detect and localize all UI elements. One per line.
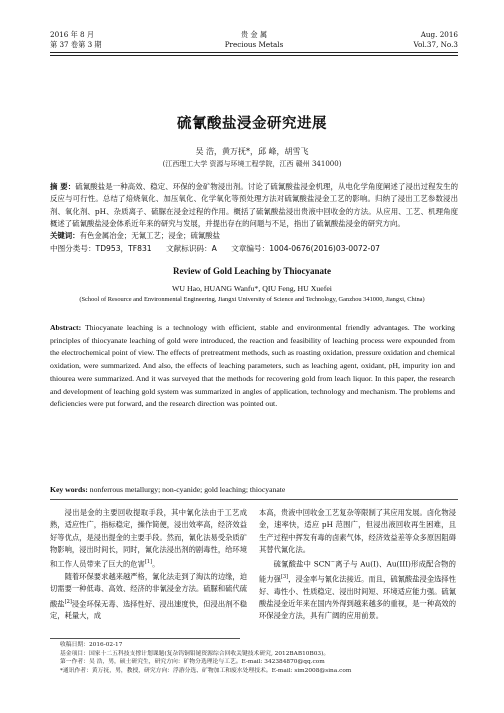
keywords-cn	[50, 230, 458, 242]
keywords-en	[50, 484, 458, 496]
affiliation-cn: (江西理工大学 资源与环境工程学院，江西 赣州 341000)	[162, 160, 342, 168]
paragraph-text: 随着环保要求越来越严格，氰化法走到了淘汰的边缘，迫切需要一种低毒、高效、经济的非氰浸金方法。硫脲和硫代硫酸盐	[50, 571, 248, 608]
header-right	[413, 30, 458, 50]
article-number: 文章编号：1004-0676(2016)03-0072-07	[231, 244, 380, 253]
footnote-corresponding-author: *通讯作者：黄万抚，男，教授，研究方向：浮游分选、矿物加工和废水处理技术。E-mail: sim2008@sina.com	[60, 667, 352, 674]
journal-name-en: Precious Metals	[224, 40, 284, 49]
authors-en: WU Hao, HUANG Wanfu*, QIU Feng, HU Xuefei	[172, 284, 332, 293]
header-volume-en: Vol.37, No.3	[413, 40, 458, 49]
affiliation-en: (School of Resource and Environmental Engineering, Jiangxi University of Science and Technology, Ganzhou 341000, Jiangxi, China)	[79, 296, 425, 303]
header-date: 2016 年 8 月	[50, 30, 95, 39]
classification-line	[50, 243, 458, 254]
citation: [2]	[64, 598, 72, 605]
footnote-funding: 基金项目：国家十二五科技支撑计划课题(复杂钨铜钼铋资源综合回收关键技术研究, 2012BAB10B03)。	[60, 650, 330, 657]
paragraph-text: 浸出是金的主要回收提取手段，其中氰化法由于工艺成熟，适应性广，指标稳定，操作简便，浸出效率高，经济效益好等优点，是浸出提金的主要手段。然而，氰化法易受杂质矿物影响，浸出时间长，同时，氰化法浸出剂的剧毒性，给环境和工作人员带来了巨大的危害	[50, 508, 248, 569]
authors-cn: 吴 浩，黄万抚*，邱 峰，胡雪飞	[195, 147, 309, 156]
footnotes	[60, 641, 458, 675]
journal-name-cn: 贵 金 属	[240, 30, 268, 39]
abstract-en-label: Abstract:	[50, 323, 82, 332]
paragraph-text: 硫氰酸盐中 SCN	[273, 559, 331, 569]
paragraph-text: ，浸金率与氰化法接近。而且，硫氰酸盐浸金选择性好、毒性小、性质稳定、浸出时间短、环境适应能力强。硫氰酸盐浸金近年来在国内外得到越来越多的重视，是一种高效的环保浸金方法，具有广阔的应用前景。	[259, 574, 457, 621]
paper-title-cn: 硫氰酸盐浸金研究进展	[177, 116, 327, 132]
paragraph-text: 离子与 Au(I)、Au(III)形成配合物的能力强	[259, 559, 456, 584]
header-volume: 第 37 卷第 3 期	[50, 40, 102, 49]
keywords-cn-text: 有色金属冶金；无氰工艺；浸金；硫氰酸盐	[79, 231, 221, 240]
abstract-en	[50, 322, 455, 411]
footnote-rule	[50, 638, 240, 639]
abstract-en-text: Thiocyanate leaching is a technology with efficient, stable and environmental friendly advantages. The working principles of thiocyanate leaching of gold were introduced, the reaction and feasibility of leaching process were expounded from the electrochemical point of view. The effects of pretreatment methods, such as roasting oxidation, pressure oxidation and chemical oxidation, were summarized. And also, the effects of leaching parameters, such as leaching agent, oxidant, pH, impurity ion and thiourea were summarized. And it was surveyed that the methods for recovering gold from leach liquor. In this paper, the research and development of leaching gold system was summarized in angles of application, technology and mechanism. The problems and deficiencies were put forward, and the research direction was pointed out.	[50, 323, 455, 409]
abstract-cn-label: 摘 要：	[50, 182, 76, 191]
running-header	[50, 30, 458, 52]
paragraph-text: 浸金环保无毒、选择性好、浸出速度快，但浸出剂不稳定，耗量大，成	[50, 598, 248, 621]
footnote-received: 收稿日期：2016-02-17	[60, 642, 123, 648]
document-code: 文献标识码：A	[166, 244, 217, 253]
header-center	[50, 30, 458, 50]
citation: [1]	[144, 559, 153, 566]
paragraph	[50, 571, 247, 623]
body-column-right	[259, 507, 456, 623]
paragraph-tail: 。	[152, 559, 160, 569]
paragraph	[259, 507, 456, 556]
paragraph	[50, 507, 247, 571]
paper-title-en: Review of Gold Leaching by Thiocyanate	[172, 266, 332, 276]
abstract-cn-text: 硫氰酸盐是一种高效、稳定、环保的金矿物浸出剂。讨论了硫氰酸盐浸金机理，从电化学角度阐述了浸出过程发生的反应与可行性。总结了焙烧氧化、加压氧化、化学氧化等预处理方法对硫氰酸盐浸金工艺的影响。归纳了浸出工艺参数浸出剂、氧化剂、pH、杂质离子、硫脲在浸金过程的作用。概括了硫氰酸盐浸出贵液中回收金的方法。从应用、工艺、机理角度概述了硫氰酸盐浸金体系近年来的研究与发展，并提出存在的问题与不足，指出了硫氰酸盐浸金的研究方向。	[50, 182, 458, 228]
keywords-en-text: nonferrous metallurgy; non-cyanide; gold leaching; thiocyanate	[89, 485, 286, 494]
clc-number: 中图分类号：TD953，TF831	[50, 244, 152, 253]
header-double-rule	[50, 52, 458, 56]
keywords-cn-label: 关键词：	[50, 231, 80, 240]
header-date-en: Aug. 2016	[420, 30, 458, 39]
body-column-left	[50, 507, 247, 623]
charge-superscript: −	[330, 559, 335, 566]
paragraph-text: 本高，贵液中回收金工艺复杂等限制了其应用发展。卤化物浸金，速率快，适应 pH 范围广，但浸出液回收再生困难，且生产过程中挥发有毒的卤素气体，经济效益差等众多原因阻碍其替代氰化法。	[259, 508, 457, 554]
footnote-first-author: 第一作者：吴 浩，男，硕士研究生，研究方向：矿物分选理论与工艺。E-mail: 342384870@qq.com	[60, 659, 325, 666]
keywords-en-label: Key words:	[50, 485, 88, 494]
abstract-cn	[50, 181, 458, 230]
abstract-divider	[50, 499, 458, 500]
paragraph	[259, 556, 456, 622]
citation: [3]	[280, 573, 289, 580]
